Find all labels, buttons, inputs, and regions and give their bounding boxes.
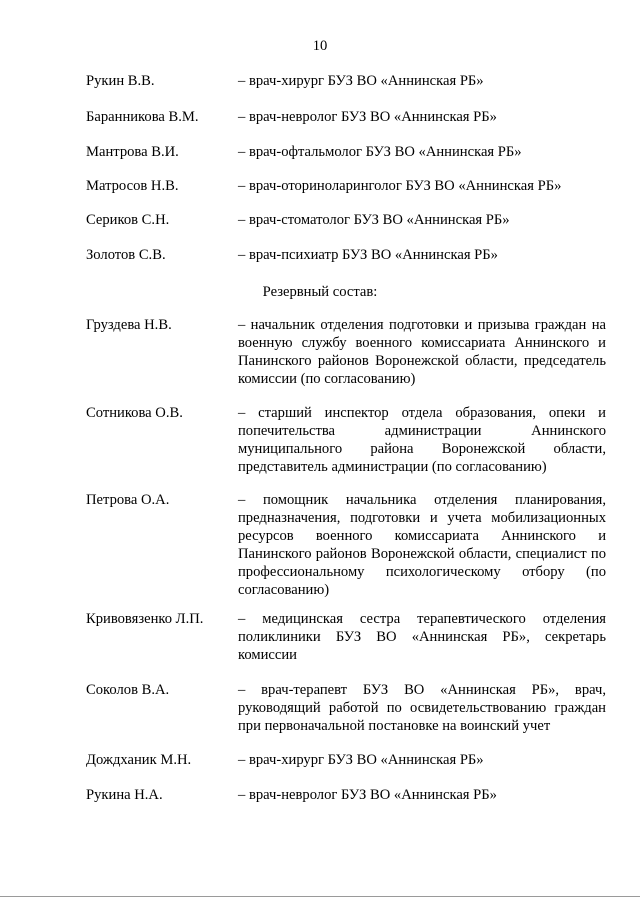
member-name: Соколов В.А. [86, 682, 170, 698]
member-role: – врач-оториноларинголог БУЗ ВО «Аннинская РБ» [238, 178, 562, 194]
member-role: – медицинская сестра терапевтического отделения поликлиники БУЗ ВО «Аннинская РБ», секретарь комиссии [238, 611, 606, 663]
member-role: – врач-невролог БУЗ ВО «Аннинская РБ» [238, 109, 497, 125]
member-role: – врач-хирург БУЗ ВО «Аннинская РБ» [238, 752, 484, 768]
member-role: – помощник начальника отделения планирования, предназначения, подготовки и учета мобилизационных ресурсов военного комиссариата Аннинского и Панинского районов Воронежской области, специалист по профессиональному психологическому отбору (по согласованию) [238, 492, 606, 598]
member-role: – начальник отделения подготовки и призыва граждан на военную службу военного комиссариата Аннинского и Панинского районов Воронежской области, председатель комиссии (по согласованию) [238, 317, 606, 387]
member-name: Петрова О.А. [86, 492, 170, 508]
member-name: Баранникова В.М. [86, 109, 199, 125]
member-name: Матросов Н.В. [86, 178, 179, 194]
scan-edge-line [0, 896, 640, 897]
member-name: Рукина Н.А. [86, 787, 163, 803]
member-role: – старший инспектор отдела образования, опеки и попечительства администрации Аннинского муниципального района Воронежской области, представитель администрации (по согласованию) [238, 405, 606, 475]
member-name: Груздева Н.В. [86, 317, 172, 333]
member-name: Дождханик М.Н. [86, 752, 192, 768]
member-name: Сотникова О.В. [86, 405, 183, 421]
member-role: – врач-хирург БУЗ ВО «Аннинская РБ» [238, 73, 484, 89]
member-name: Мантрова В.И. [86, 144, 179, 160]
member-name: Кривовязенко Л.П. [86, 611, 204, 627]
member-name: Золотов С.В. [86, 247, 166, 263]
reserve-section-title: Резервный состав: [262, 284, 378, 300]
member-name: Сериков С.Н. [86, 212, 170, 228]
page-number: 10 [312, 38, 328, 54]
member-role: – врач-психиатр БУЗ ВО «Аннинская РБ» [238, 247, 498, 263]
member-role: – врач-офтальмолог БУЗ ВО «Аннинская РБ» [238, 144, 522, 160]
member-role: – врач-стоматолог БУЗ ВО «Аннинская РБ» [238, 212, 510, 228]
member-role: – врач-невролог БУЗ ВО «Аннинская РБ» [238, 787, 497, 803]
member-name: Рукин В.В. [86, 73, 155, 89]
member-role: – врач-терапевт БУЗ ВО «Аннинская РБ», врач, руководящий работой по освидетельствованию граждан при первоначальной постановке на воинский учет [238, 682, 606, 734]
